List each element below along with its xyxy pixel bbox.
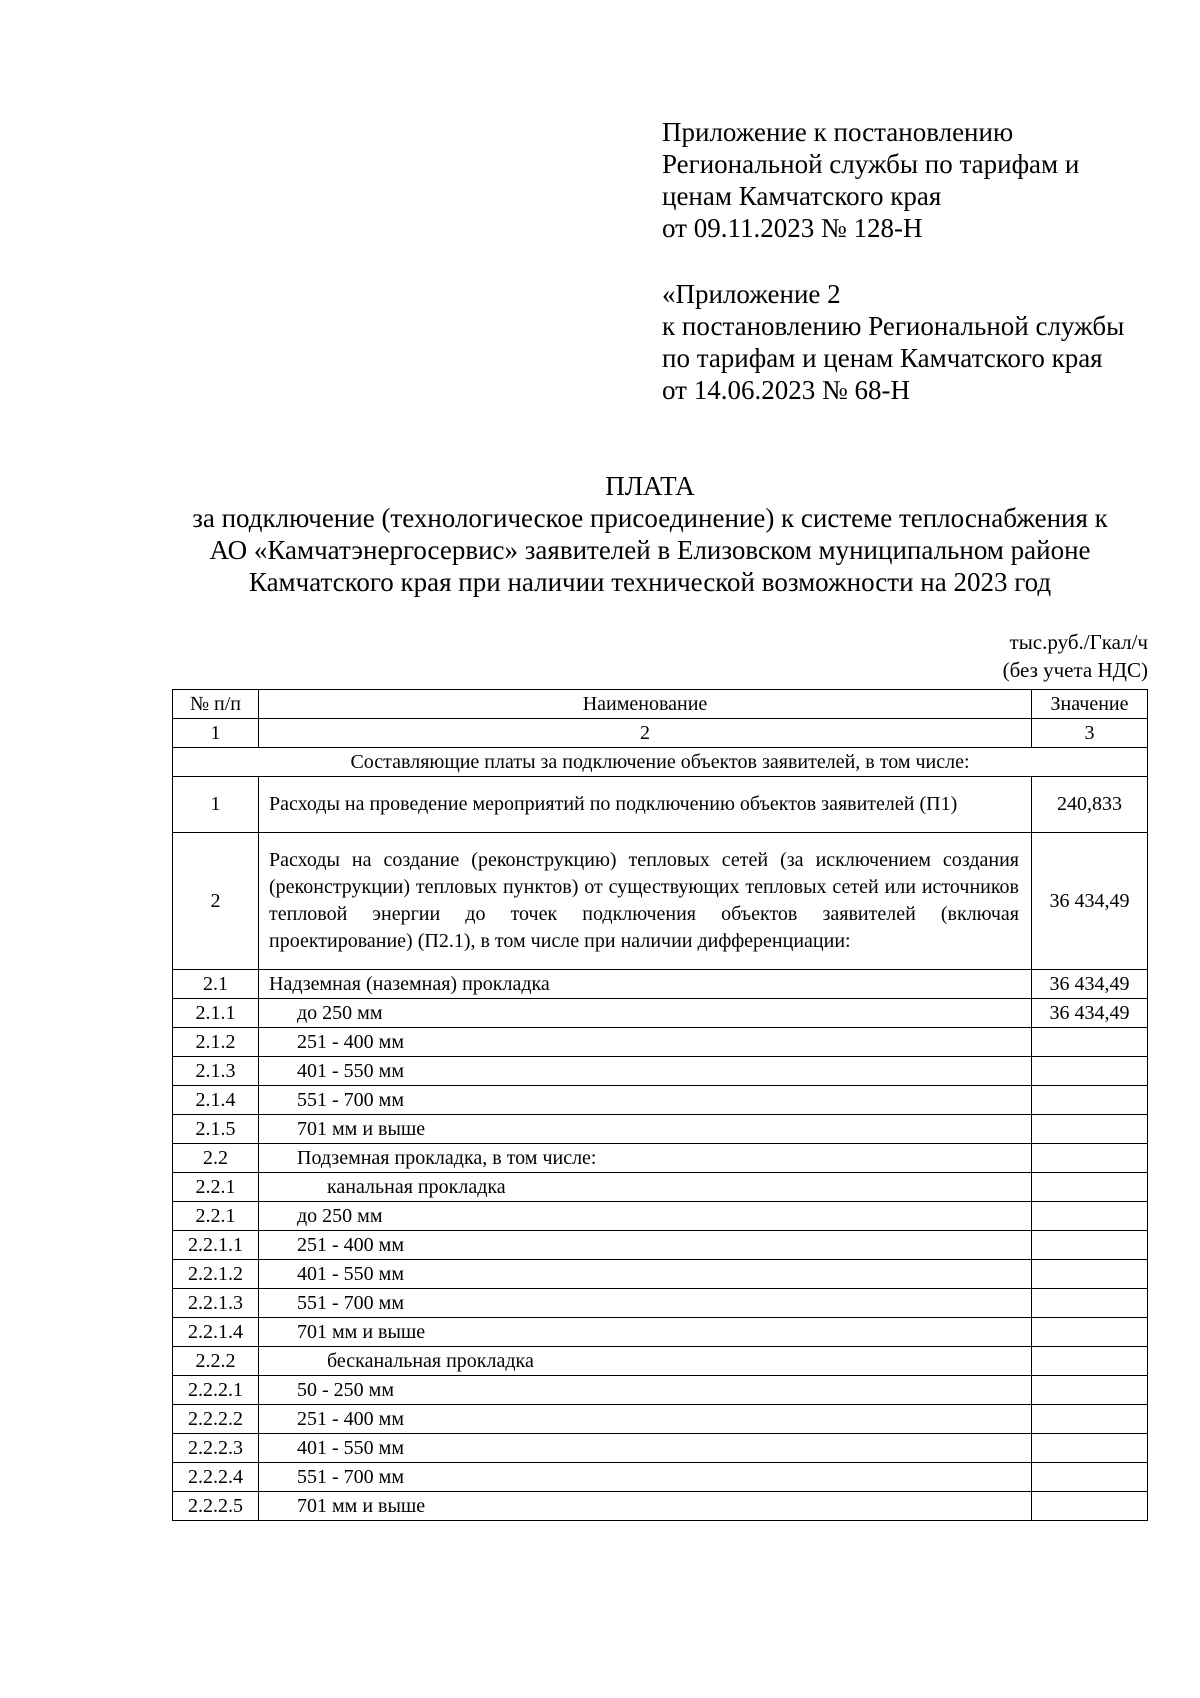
row-value xyxy=(1032,1057,1148,1086)
row-num: 2.1.5 xyxy=(173,1115,259,1144)
table-row xyxy=(173,1434,1148,1463)
header-row xyxy=(173,690,1148,719)
table-row xyxy=(173,1231,1148,1260)
title-line: АО «Камчатэнергосервис» заявителей в Елизовском муниципальном районе xyxy=(209,535,1091,565)
row-value xyxy=(1032,1260,1148,1289)
col-number-3: 3 xyxy=(1032,719,1148,748)
table-row xyxy=(173,1115,1148,1144)
row-name: 251 - 400 мм xyxy=(259,1028,1032,1057)
row-value xyxy=(1032,1144,1148,1173)
row-value xyxy=(1032,1347,1148,1376)
row-num: 2.2.1.2 xyxy=(173,1260,259,1289)
row-num: 2 xyxy=(173,833,259,970)
table-row xyxy=(173,1202,1148,1231)
row-value: 36 434,49 xyxy=(1032,970,1148,999)
row-value xyxy=(1032,1318,1148,1347)
table-row xyxy=(173,777,1148,833)
row-name: Надземная (наземная) прокладка xyxy=(259,970,1032,999)
row-name: 551 - 700 мм xyxy=(259,1289,1032,1318)
annex-header xyxy=(662,116,1079,244)
table-row xyxy=(173,1376,1148,1405)
table-row xyxy=(173,1289,1148,1318)
col-number-1: 1 xyxy=(173,719,259,748)
row-value: 240,833 xyxy=(1032,777,1148,833)
table-row xyxy=(173,1405,1148,1434)
row-name: канальная прокладка xyxy=(259,1173,1032,1202)
row-value xyxy=(1032,1492,1148,1521)
row-value: 36 434,49 xyxy=(1032,999,1148,1028)
annex-quoted-line: по тарифам и ценам Камчатского края xyxy=(662,343,1103,373)
annex-header-line: от 09.11.2023 № 128-Н xyxy=(662,213,923,243)
row-num: 2.1.1 xyxy=(173,999,259,1028)
section-title: Составляющие платы за подключение объектов заявителей, в том числе: xyxy=(173,748,1148,777)
row-num: 2.1 xyxy=(173,970,259,999)
section-row xyxy=(173,748,1148,777)
row-value xyxy=(1032,1434,1148,1463)
row-name: до 250 мм xyxy=(259,999,1032,1028)
row-num: 2.2.1 xyxy=(173,1173,259,1202)
units-line-1: тыс.руб./Гкал/ч xyxy=(1009,630,1148,654)
row-num: 2.2.2.5 xyxy=(173,1492,259,1521)
title-heading: ПЛАТА xyxy=(605,471,695,501)
row-num: 2.1.2 xyxy=(173,1028,259,1057)
document-title xyxy=(150,470,1150,598)
row-value xyxy=(1032,1463,1148,1492)
annex-header-line: Приложение к постановлению xyxy=(662,117,1014,147)
title-line: Камчатского края при наличии технической возможности на 2023 год xyxy=(248,567,1052,597)
annex-header-line: ценам Камчатского края xyxy=(662,181,942,211)
table-row xyxy=(173,1173,1148,1202)
header-num: № п/п xyxy=(173,690,259,719)
table-row xyxy=(173,1318,1148,1347)
row-value xyxy=(1032,1405,1148,1434)
row-name: 701 мм и выше xyxy=(259,1492,1032,1521)
row-value xyxy=(1032,1231,1148,1260)
header-value: Значение xyxy=(1032,690,1148,719)
row-num: 1 xyxy=(173,777,259,833)
row-num: 2.1.4 xyxy=(173,1086,259,1115)
row-num: 2.2.1.4 xyxy=(173,1318,259,1347)
row-name: Подземная прокладка, в том числе: xyxy=(259,1144,1032,1173)
row-name: 701 мм и выше xyxy=(259,1318,1032,1347)
row-num: 2.1.3 xyxy=(173,1057,259,1086)
annex-header-line: Региональной службы по тарифам и xyxy=(662,149,1080,179)
row-name: 401 - 550 мм xyxy=(259,1434,1032,1463)
units-line-2: (без учета НДС) xyxy=(1002,658,1148,682)
fee-table xyxy=(172,689,1148,1521)
row-name: 551 - 700 мм xyxy=(259,1463,1032,1492)
row-num: 2.2.2.3 xyxy=(173,1434,259,1463)
row-num: 2.2.1.1 xyxy=(173,1231,259,1260)
header-name: Наименование xyxy=(259,690,1032,719)
row-name: 251 - 400 мм xyxy=(259,1231,1032,1260)
annex-quoted xyxy=(662,278,1124,406)
row-name: Расходы на создание (реконструкцию) тепловых сетей (за исключением создания (реконструкции) тепловых пунктов) от существующих тепловых сетей или источников тепловой энергии до точек подключения объектов заявителей (включая проектирование) (П2.1), в том числе при наличии дифференциации: xyxy=(259,833,1032,970)
units-note xyxy=(1003,628,1148,684)
annex-quoted-line: «Приложение 2 xyxy=(662,279,841,309)
row-value xyxy=(1032,1115,1148,1144)
row-num: 2.2 xyxy=(173,1144,259,1173)
row-name: до 250 мм xyxy=(259,1202,1032,1231)
row-value xyxy=(1032,1086,1148,1115)
row-num: 2.2.1 xyxy=(173,1202,259,1231)
row-name: 251 - 400 мм xyxy=(259,1405,1032,1434)
row-value xyxy=(1032,1376,1148,1405)
row-value xyxy=(1032,1028,1148,1057)
table-row xyxy=(173,1086,1148,1115)
row-name: 701 мм и выше xyxy=(259,1115,1032,1144)
annex-quoted-line: к постановлению Региональной службы xyxy=(662,311,1125,341)
table-row xyxy=(173,1057,1148,1086)
table-row xyxy=(173,1492,1148,1521)
row-name: бесканальная прокладка xyxy=(259,1347,1032,1376)
row-name: 401 - 550 мм xyxy=(259,1260,1032,1289)
row-name: 50 - 250 мм xyxy=(259,1376,1032,1405)
row-num: 2.2.2.2 xyxy=(173,1405,259,1434)
table-row xyxy=(173,1028,1148,1057)
row-value xyxy=(1032,1202,1148,1231)
table-row xyxy=(173,999,1148,1028)
column-number-row xyxy=(173,719,1148,748)
row-num: 2.2.2.1 xyxy=(173,1376,259,1405)
row-name: Расходы на проведение мероприятий по подключению объектов заявителей (П1) xyxy=(259,777,1032,833)
table-row xyxy=(173,1463,1148,1492)
row-num: 2.2.2 xyxy=(173,1347,259,1376)
row-name: 401 - 550 мм xyxy=(259,1057,1032,1086)
col-number-2: 2 xyxy=(259,719,1032,748)
row-value: 36 434,49 xyxy=(1032,833,1148,970)
row-value xyxy=(1032,1289,1148,1318)
annex-quoted-line: от 14.06.2023 № 68-Н xyxy=(662,375,910,405)
table-row xyxy=(173,833,1148,970)
table-row xyxy=(173,1144,1148,1173)
table-row xyxy=(173,1347,1148,1376)
row-name: 551 - 700 мм xyxy=(259,1086,1032,1115)
row-num: 2.2.1.3 xyxy=(173,1289,259,1318)
table-row xyxy=(173,1260,1148,1289)
row-num: 2.2.2.4 xyxy=(173,1463,259,1492)
title-line: за подключение (технологическое присоединение) к системе теплоснабжения к xyxy=(192,503,1108,533)
table-row xyxy=(173,970,1148,999)
row-value xyxy=(1032,1173,1148,1202)
